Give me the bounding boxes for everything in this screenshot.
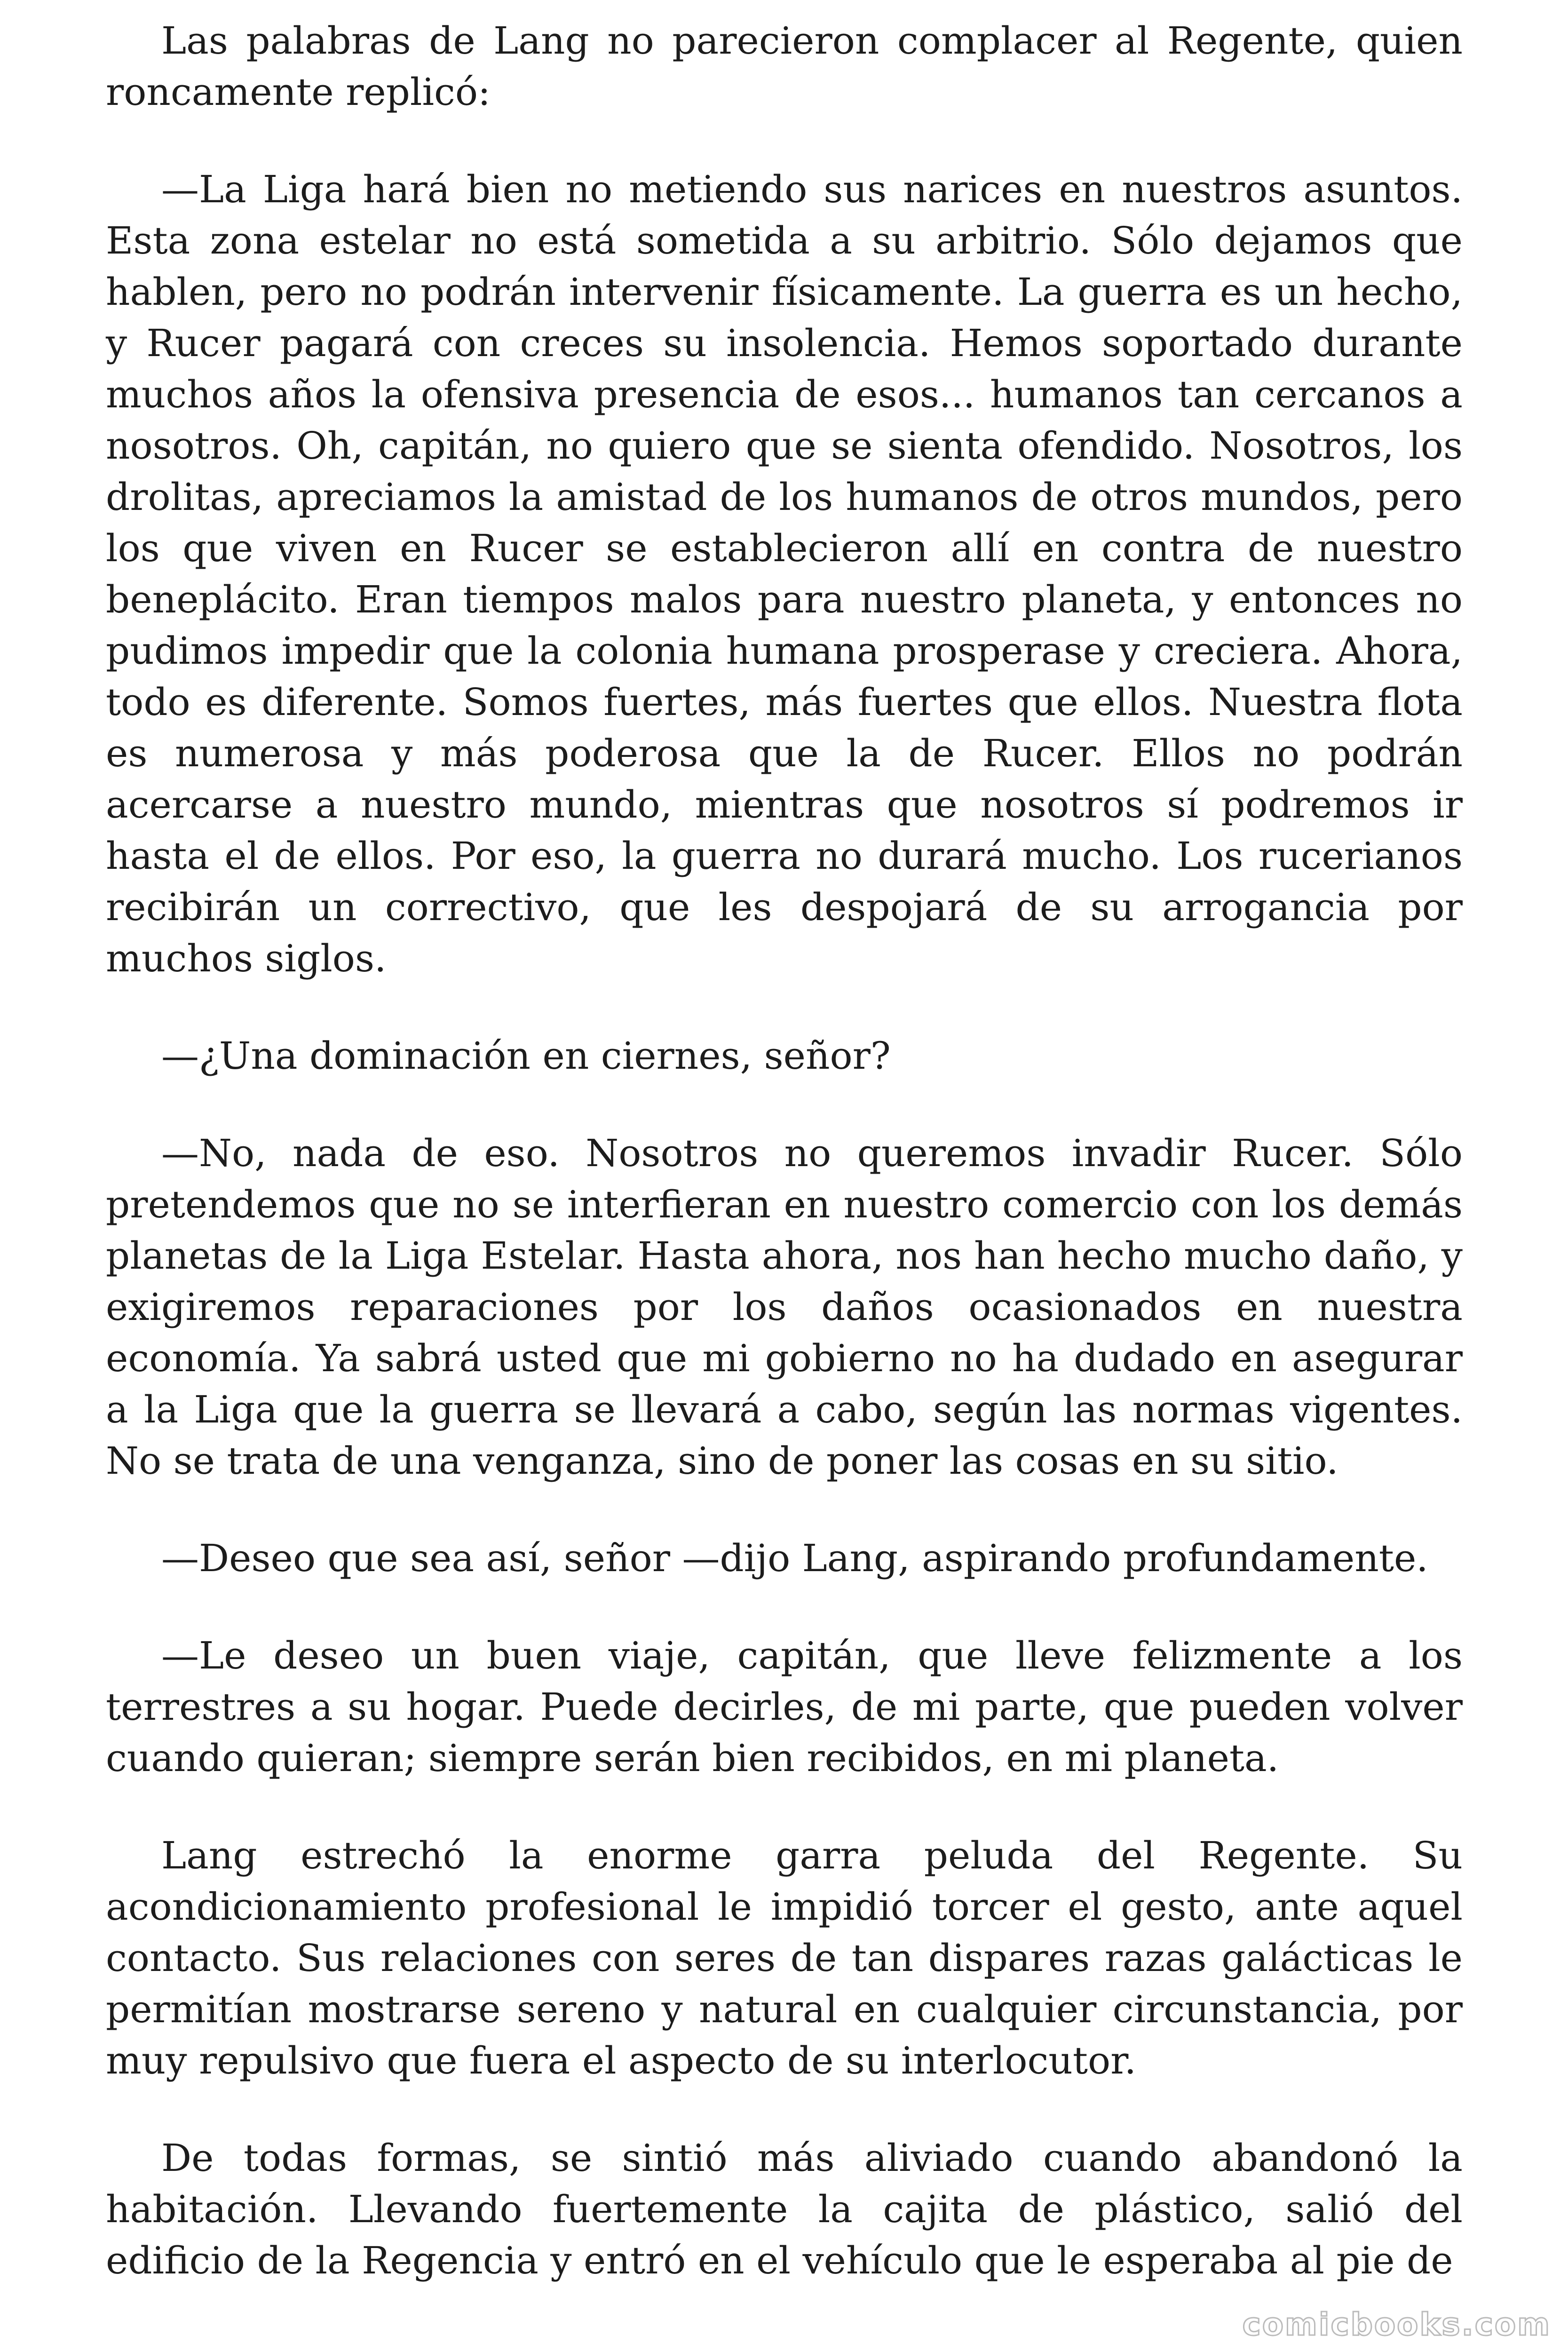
paragraph-7: Lang estrechó la enorme garra peluda del Regente. Su acondicionamiento profesional le impidió torcer el gesto, ante aquel contacto. Sus relaciones con seres de tan dispares razas galácticas le permitían mostrarse sereno y natural en cualquier circunstancia, por muy repulsivo que fuera el aspecto de su interlocutor.: [106, 1834, 1463, 2082]
paragraph-6: —Le deseo un buen viaje, capitán, que lleve felizmente a los terrestres a su hogar. Puede decirles, de mi parte, que pueden volver cuando quieran; siempre serán bien recibidos, en mi planeta.: [106, 1634, 1463, 1780]
paragraph-4: —No, nada de eso. Nosotros no queremos invadir Rucer. Sólo pretendemos que no se interfieran en nuestro comercio con los demás planetas de la Liga Estelar. Hasta ahora, nos han hecho mucho daño, y exigiremos reparaciones por los daños ocasionados en nuestra economía. Ya sabrá usted que mi gobierno no ha dudado en asegurar a la Liga que la guerra se llevará a cabo, según las normas vigentes. No se trata de una venganza, sino de poner las cosas en su sitio.: [106, 1131, 1463, 1483]
paragraph-3: —¿Una dominación en ciernes, señor?: [161, 1034, 891, 1078]
paragraph-2: —La Liga hará bien no metiendo sus narices en nuestros asuntos. Esta zona estelar no está sometida a su arbitrio. Sólo dejamos que hablen, pero no podrán intervenir físicamente. La guerra es un hecho, y Rucer pagará con creces su insolencia. Hemos soportado durante muchos años la ofensiva presencia de esos... humanos tan cercanos a nosotros. Oh, capitán, no quiero que se sienta ofendido. Nosotros, los drolitas, apreciamos la amistad de los humanos de otros mundos, pero los que viven en Rucer se establecieron allí en contra de nuestro beneplácito. Eran tiempos malos para nuestro planeta, y entonces no pudimos impedir que la colonia humana prosperase y creciera. Ahora, todo es diferente. Somos fuertes, más fuertes que ellos. Nuestra flota es numerosa y más poderosa que la de Rucer. Ellos no podrán acercarse a nuestro mundo, mientras que nosotros sí podremos ir hasta el de ellos. Por eso, la guerra no durará mucho. Los rucerianos recibirán un correctivo, que les despojará de su arrogancia por muchos siglos.: [106, 167, 1463, 980]
paragraph-5: —Deseo que sea así, señor —dijo Lang, aspirando profundamente.: [161, 1536, 1428, 1580]
watermark: comicbooks.com: [1242, 2306, 1551, 2343]
paragraph-8: De todas formas, se sintió más aliviado cuando abandonó la habitación. Llevando fuertemente la cajita de plástico, salió del edificio de la Regencia y entró en el vehículo que le esperaba al pie de: [106, 2136, 1463, 2282]
paragraph-1: Las palabras de Lang no parecieron complacer al Regente, quien roncamente replicó:: [106, 19, 1463, 114]
body-text: [106, 15, 1463, 2286]
